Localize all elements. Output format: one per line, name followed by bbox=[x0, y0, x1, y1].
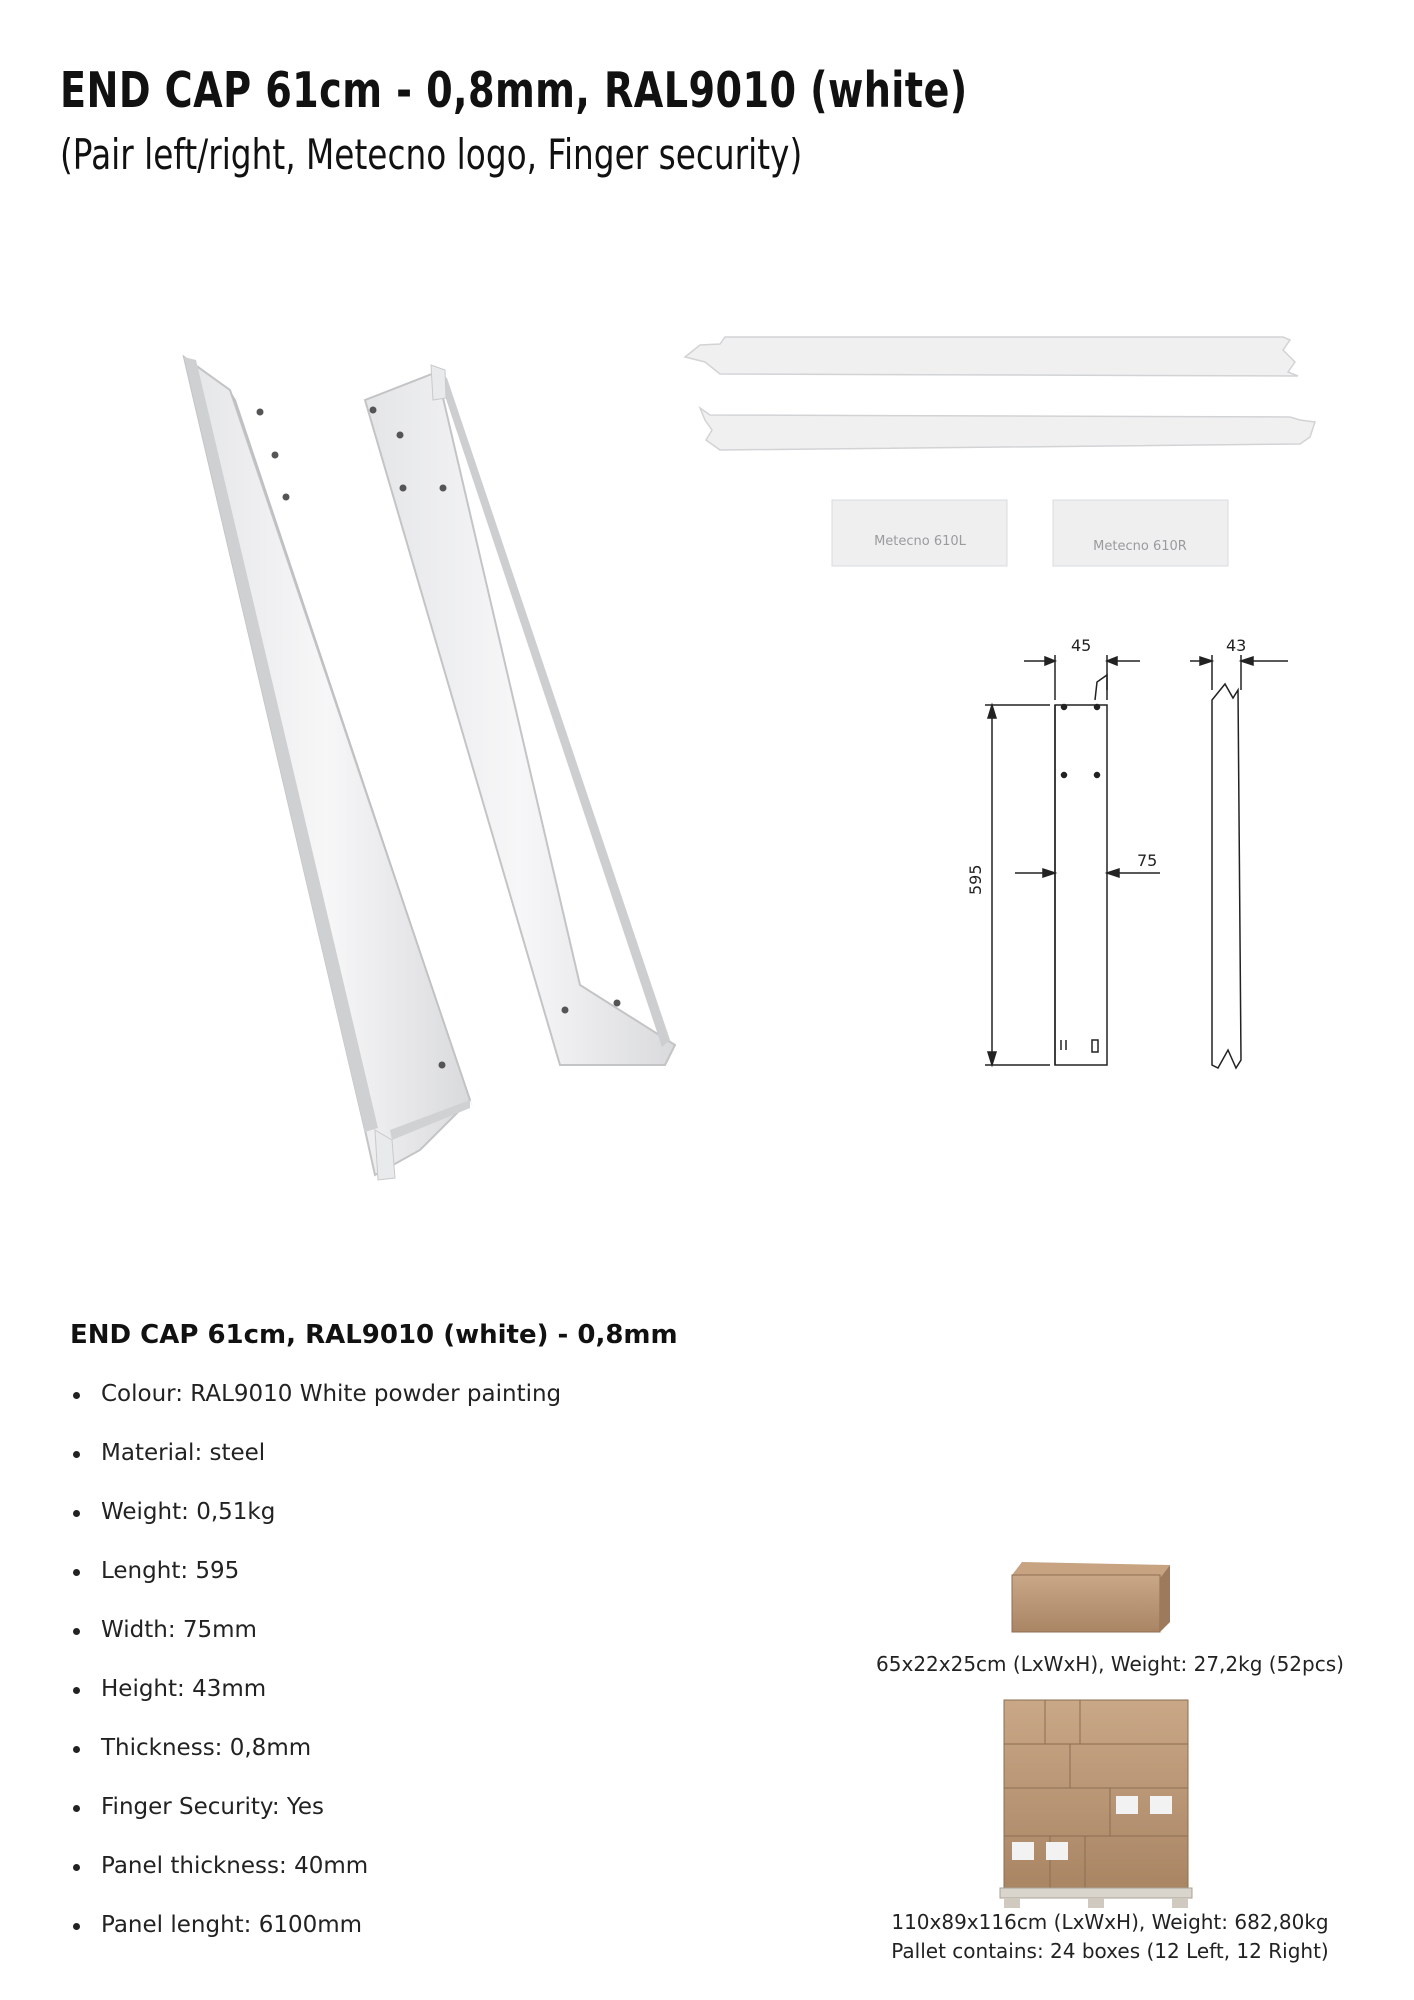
spec-item: Colour: RAL9010 White powder painting bbox=[70, 1380, 561, 1439]
box-caption: 65x22x25cm (LxWxH), Weight: 27,2kg (52pcs) bbox=[876, 1652, 1344, 1676]
spec-item: Finger Security: Yes bbox=[70, 1793, 561, 1852]
front-view-outline bbox=[1055, 705, 1107, 1065]
pallet-caption-line1: 110x89x116cm (LxWxH), Weight: 682,80kg bbox=[891, 1910, 1329, 1934]
dim-width-top-label: 45 bbox=[1071, 636, 1092, 655]
spec-item: Weight: 0,51kg bbox=[70, 1498, 561, 1557]
pallet-caption-line2: Pallet contains: 24 boxes (12 Left, 12 Right) bbox=[891, 1939, 1329, 1963]
dim-height-side-label: 43 bbox=[1226, 636, 1247, 655]
page-subtitle: (Pair left/right, Metecno logo, Finger security) bbox=[60, 130, 803, 179]
dim-width-label: 75 bbox=[1137, 851, 1158, 870]
page-title: END CAP 61cm - 0,8mm, RAL9010 (white) bbox=[60, 62, 968, 119]
spec-item: Width: 75mm bbox=[70, 1616, 561, 1675]
pallet-photo bbox=[1000, 1700, 1192, 1908]
logo-text-right: Metecno 610R bbox=[1093, 539, 1187, 554]
spec-item: Material: steel bbox=[70, 1439, 561, 1498]
end-cap-strips-photo bbox=[685, 337, 1315, 450]
logo-closeup-left bbox=[832, 500, 1007, 566]
specs-list bbox=[70, 1380, 561, 1970]
logo-closeup-right bbox=[1053, 500, 1228, 566]
spec-item: Lenght: 595 bbox=[70, 1557, 561, 1616]
spec-item: Thickness: 0,8mm bbox=[70, 1734, 561, 1793]
box-photo bbox=[1012, 1562, 1170, 1632]
spec-item: Panel thickness: 40mm bbox=[70, 1852, 561, 1911]
spec-item: Height: 43mm bbox=[70, 1675, 561, 1734]
dim-length-label: 595 bbox=[966, 864, 985, 895]
specs-title: END CAP 61cm, RAL9010 (white) - 0,8mm bbox=[70, 1320, 678, 1350]
spec-item: Panel lenght: 6100mm bbox=[70, 1911, 561, 1970]
side-view-outline bbox=[1212, 684, 1241, 1068]
logo-text-left: Metecno 610L bbox=[874, 534, 966, 549]
